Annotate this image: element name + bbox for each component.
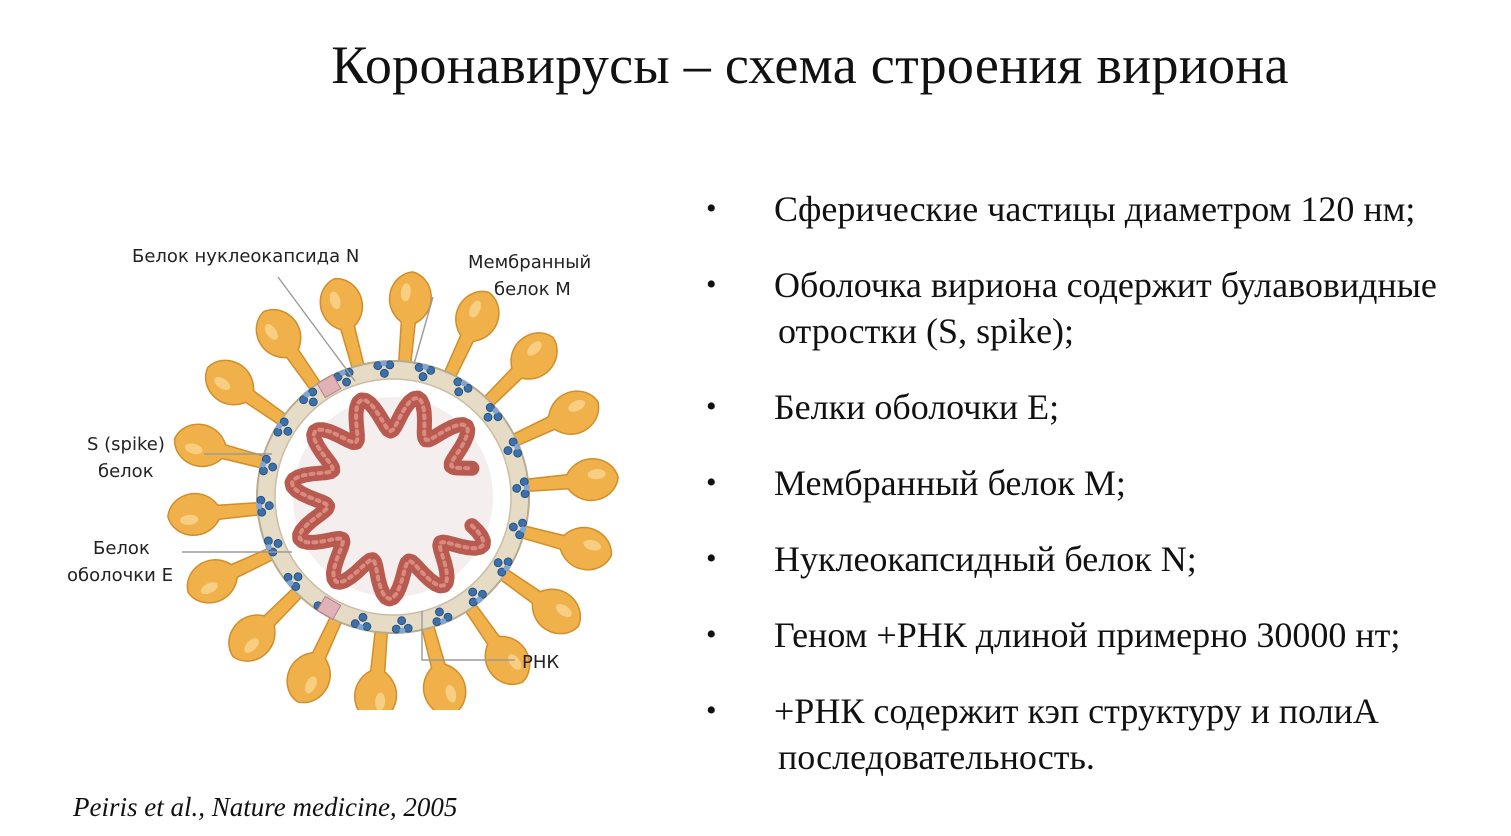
list-item bbox=[700, 612, 1500, 658]
spike-protein bbox=[166, 488, 263, 538]
list-item-text: Геном +РНК длиной примерно 30000 нт; bbox=[774, 615, 1401, 655]
spike-protein bbox=[407, 619, 472, 710]
spike-protein bbox=[523, 457, 620, 507]
bullet-dot: • bbox=[706, 192, 717, 225]
label-membrane-line1: Мембранный bbox=[468, 252, 592, 273]
bullet-dot: • bbox=[706, 390, 717, 423]
label-envelope-line1: Белок bbox=[93, 538, 150, 559]
list-item-text: Белки оболочки Е; bbox=[774, 387, 1060, 427]
list-item-text: +РНК содержит кэп структуру и полиА bbox=[774, 691, 1379, 731]
bullet-dot: • bbox=[706, 618, 717, 651]
list-item-text: Нуклеокапсидный белок N; bbox=[774, 539, 1197, 579]
list-item bbox=[700, 688, 1500, 780]
citation: Peiris et al., Nature medicine, 2005 bbox=[73, 792, 458, 822]
spike-protein bbox=[314, 273, 379, 375]
bullet-dot: • bbox=[706, 466, 717, 499]
list-item bbox=[700, 186, 1500, 232]
spike-protein bbox=[169, 418, 271, 483]
list-item-text: Оболочка вириона содержит булавовидные bbox=[774, 265, 1437, 305]
page-title: Коронавирусы – схема строения вириона bbox=[331, 35, 1289, 95]
label-spike-line1: S (spike) bbox=[87, 434, 165, 455]
list-item-text: Мембранный белок М; bbox=[774, 463, 1126, 503]
spike-protein bbox=[353, 627, 403, 710]
list-item-text: Сферические частицы диаметром 120 нм; bbox=[774, 189, 1416, 229]
bullet-dot: • bbox=[706, 268, 717, 301]
list-item bbox=[700, 536, 1500, 582]
list-item bbox=[700, 262, 1500, 354]
list-item-text-continued: отростки (S, spike); bbox=[778, 311, 1075, 351]
label-rna: РНК bbox=[522, 652, 560, 673]
label-spike-line2: белок bbox=[98, 461, 154, 482]
spike-protein bbox=[515, 511, 617, 576]
list-item bbox=[700, 460, 1500, 506]
virion-diagram bbox=[50, 230, 690, 710]
bullet-dot: • bbox=[706, 694, 717, 727]
feature-list bbox=[700, 186, 1500, 810]
label-envelope-line2: оболочки Е bbox=[67, 565, 173, 586]
bullet-dot: • bbox=[706, 542, 717, 575]
spike-protein bbox=[384, 270, 434, 367]
label-membrane-line2: белок М bbox=[494, 279, 571, 300]
label-nucleocapsid: Белок нуклеокапсида N bbox=[132, 246, 360, 267]
list-item-text-continued: последовательность. bbox=[778, 737, 1095, 777]
list-item bbox=[700, 384, 1500, 430]
